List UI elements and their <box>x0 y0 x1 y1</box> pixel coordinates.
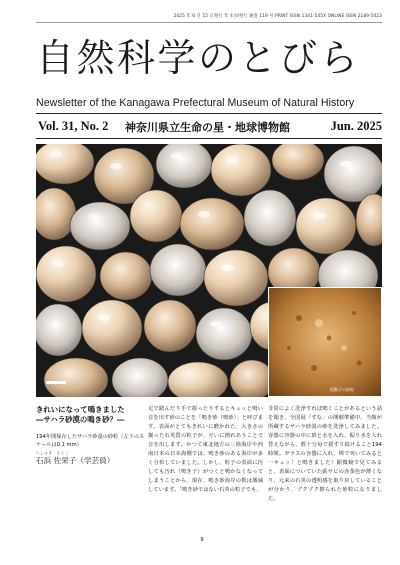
newsletter-title: 自然科学のとびら <box>36 36 361 80</box>
museum-name: 神奈川県立生命の星・地球博物館 <box>125 121 290 134</box>
newsletter-subtitle: Newsletter of the Kanagawa Prefectural Museum of Natural History <box>36 97 355 109</box>
band-rule-top <box>36 113 382 114</box>
volume-number: Vol. 31, No. 2 <box>38 119 109 133</box>
scale-bar <box>46 381 66 384</box>
author-ruby: いしはま さえこ <box>36 451 70 455</box>
issue-date: Jun. 2025 <box>330 119 382 133</box>
inset-caption: 振動子の砂粒 <box>330 387 354 392</box>
article-title: きれいになって鳴きました <box>36 405 125 414</box>
author-name: 石浜 佐栄子（学芸員） <box>36 456 115 465</box>
issue-meta-line: 2025 年 6 月 15 日発行 年 4 回発行 通巻 119 号 PRINT ISSN 1341-545X ONLINE ISSN 2189-5023 <box>173 14 382 19</box>
article-body-column-2: 非常によく洗浄すれば鳴くことがあるという話を聞き、全国展「すな」の開催準備中、当館が所蔵するサハラ砂漠の砂を洗浄してみました。容器に容器の中に砂と水を入れ、振り水を入れ替えながら、数十分毎で揺すり続けること194時間。ガラスの容器に入れ、棒で突いてみると一キュッ！と鳴きました！顕微鏡で見てみると、表面についていた鉄サビの赤茶色が薄くなり、元来の石英の透明感を取り戻していることが分かり、ブクブク擦られた砂粒になりました。 <box>268 406 382 502</box>
article-subtitle: ―サハラ砂漠の鳴き砂？― <box>36 415 125 424</box>
page-number: 9 <box>200 537 204 543</box>
band-rule-bottom <box>36 138 382 139</box>
header-rule <box>36 22 382 23</box>
article-body-column-1: 足で踏んだり手で握ったりするとキュッと鳴い音を出す砂のことを「鳴き砂（鳴砂）」と呼びます。表面がとてもきれいに磨かれた、大きさの揃った石英質の粒子が、互いに擦れあうことで音を出します。かつて東北地方の三陸海岸や西南日本の日本海側では、鳴き砂のある海岸が多く分布していました。しかし、粒子の表面に汚しても汚れ（鳴き子）がつくと鳴かなくなってしまうことから、現在、鳴き砂海岸の数は激減しています。「鳴き砂ではない石英の粒子でも、 <box>148 406 263 493</box>
inset-photo-grain-closeup <box>268 287 382 397</box>
photo-caption: 194年間保存したサハラ砂漠の砂粒（左下のスケールは0.1 mm） <box>36 434 145 448</box>
